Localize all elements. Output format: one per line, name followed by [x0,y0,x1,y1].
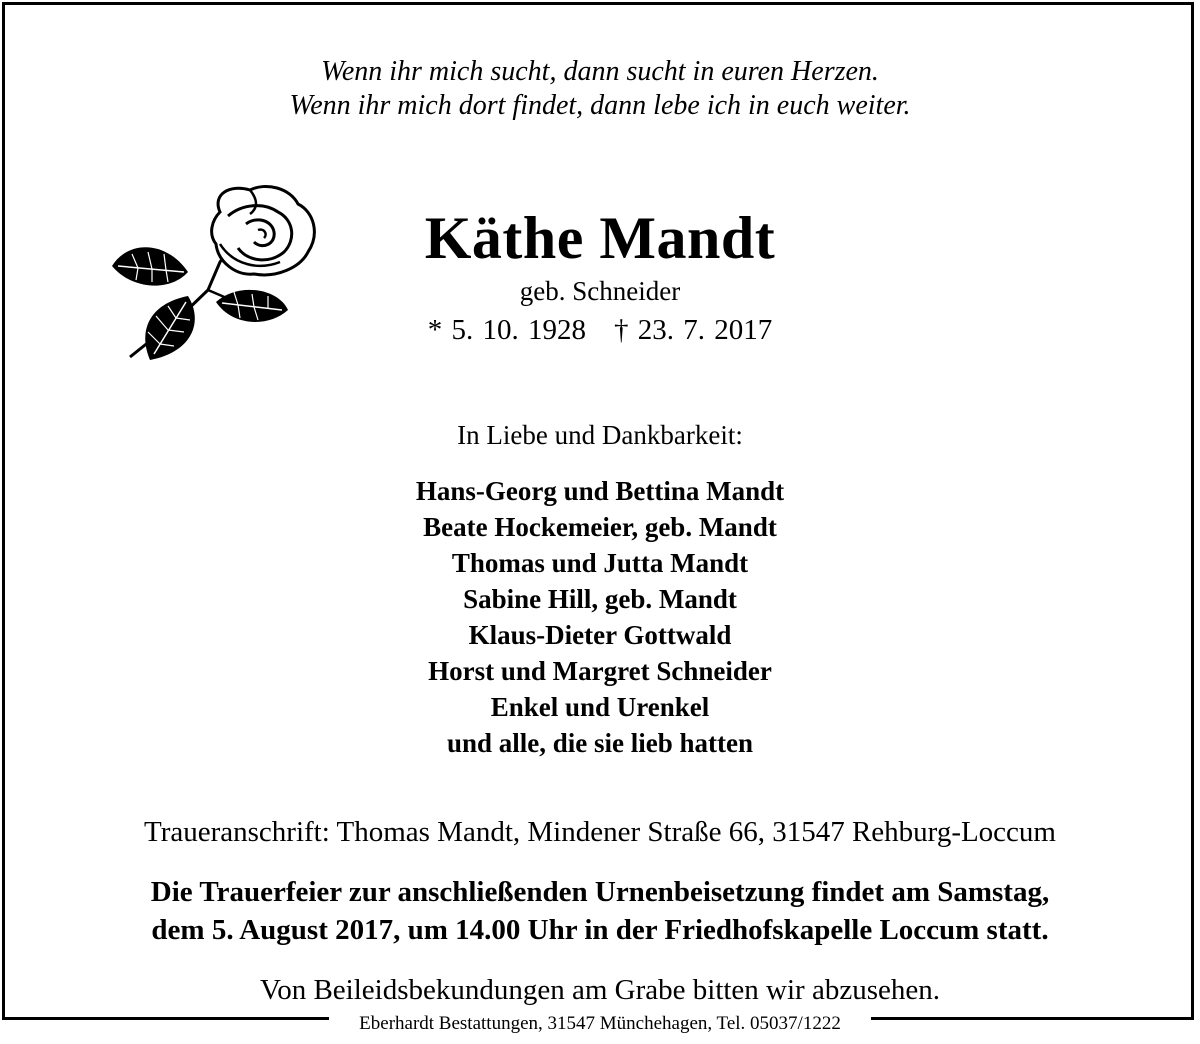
ceremony-line-1: Die Trauerfeier zur anschließenden Urnenbeisetzung findet am Samstag, [150,876,1050,908]
mourning-address: Traueranschrift: Thomas Mandt, Mindener Straße 66, 31547 Rehburg-Loccum [144,816,1056,848]
ceremony-line-2: dem 5. August 2017, um 14.00 Uhr in der Friedhofskapelle Loccum statt. [151,914,1049,946]
mourner-name: Klaus-Dieter Gottwald [468,620,732,650]
motto-line-1: Wenn ihr mich sucht, dann sucht in euren Herzen. [321,56,879,87]
mourner-name: Horst und Margret Schneider [428,656,772,686]
mourner-name: Enkel und Urenkel [490,692,710,722]
funeral-home-footer: Eberhardt Bestattungen, 31547 Münchehagen, Tel. 05037/1222 [329,1008,871,1040]
birth-date: * 5. 10. 1928 [427,314,586,346]
mourner-name: und alle, die sie lieb hatten [446,728,754,758]
footer-bar [0,1008,1200,1040]
motto-line-2: Wenn ihr mich dort findet, dann lebe ich in euch weiter. [289,90,911,121]
deceased-name: Käthe Mandt [424,205,776,271]
mourners-intro: In Liebe und Dankbarkeit: [457,420,743,450]
mourner-name: Thomas und Jutta Mandt [451,548,749,578]
life-dates [0,314,1200,347]
maiden-name: geb. Schneider [519,276,681,306]
mourner-name: Beate Hockemeier, geb. Mandt [423,512,777,542]
notice-frame [2,2,1194,1020]
mourner-name: Hans-Georg und Bettina Mandt [415,476,785,506]
condolence-request: Von Beileidsbekundungen am Grabe bitten wir abzusehen. [260,974,940,1006]
death-date: † 23. 7. 2017 [614,314,773,346]
mourner-name: Sabine Hill, geb. Mandt [463,584,737,614]
